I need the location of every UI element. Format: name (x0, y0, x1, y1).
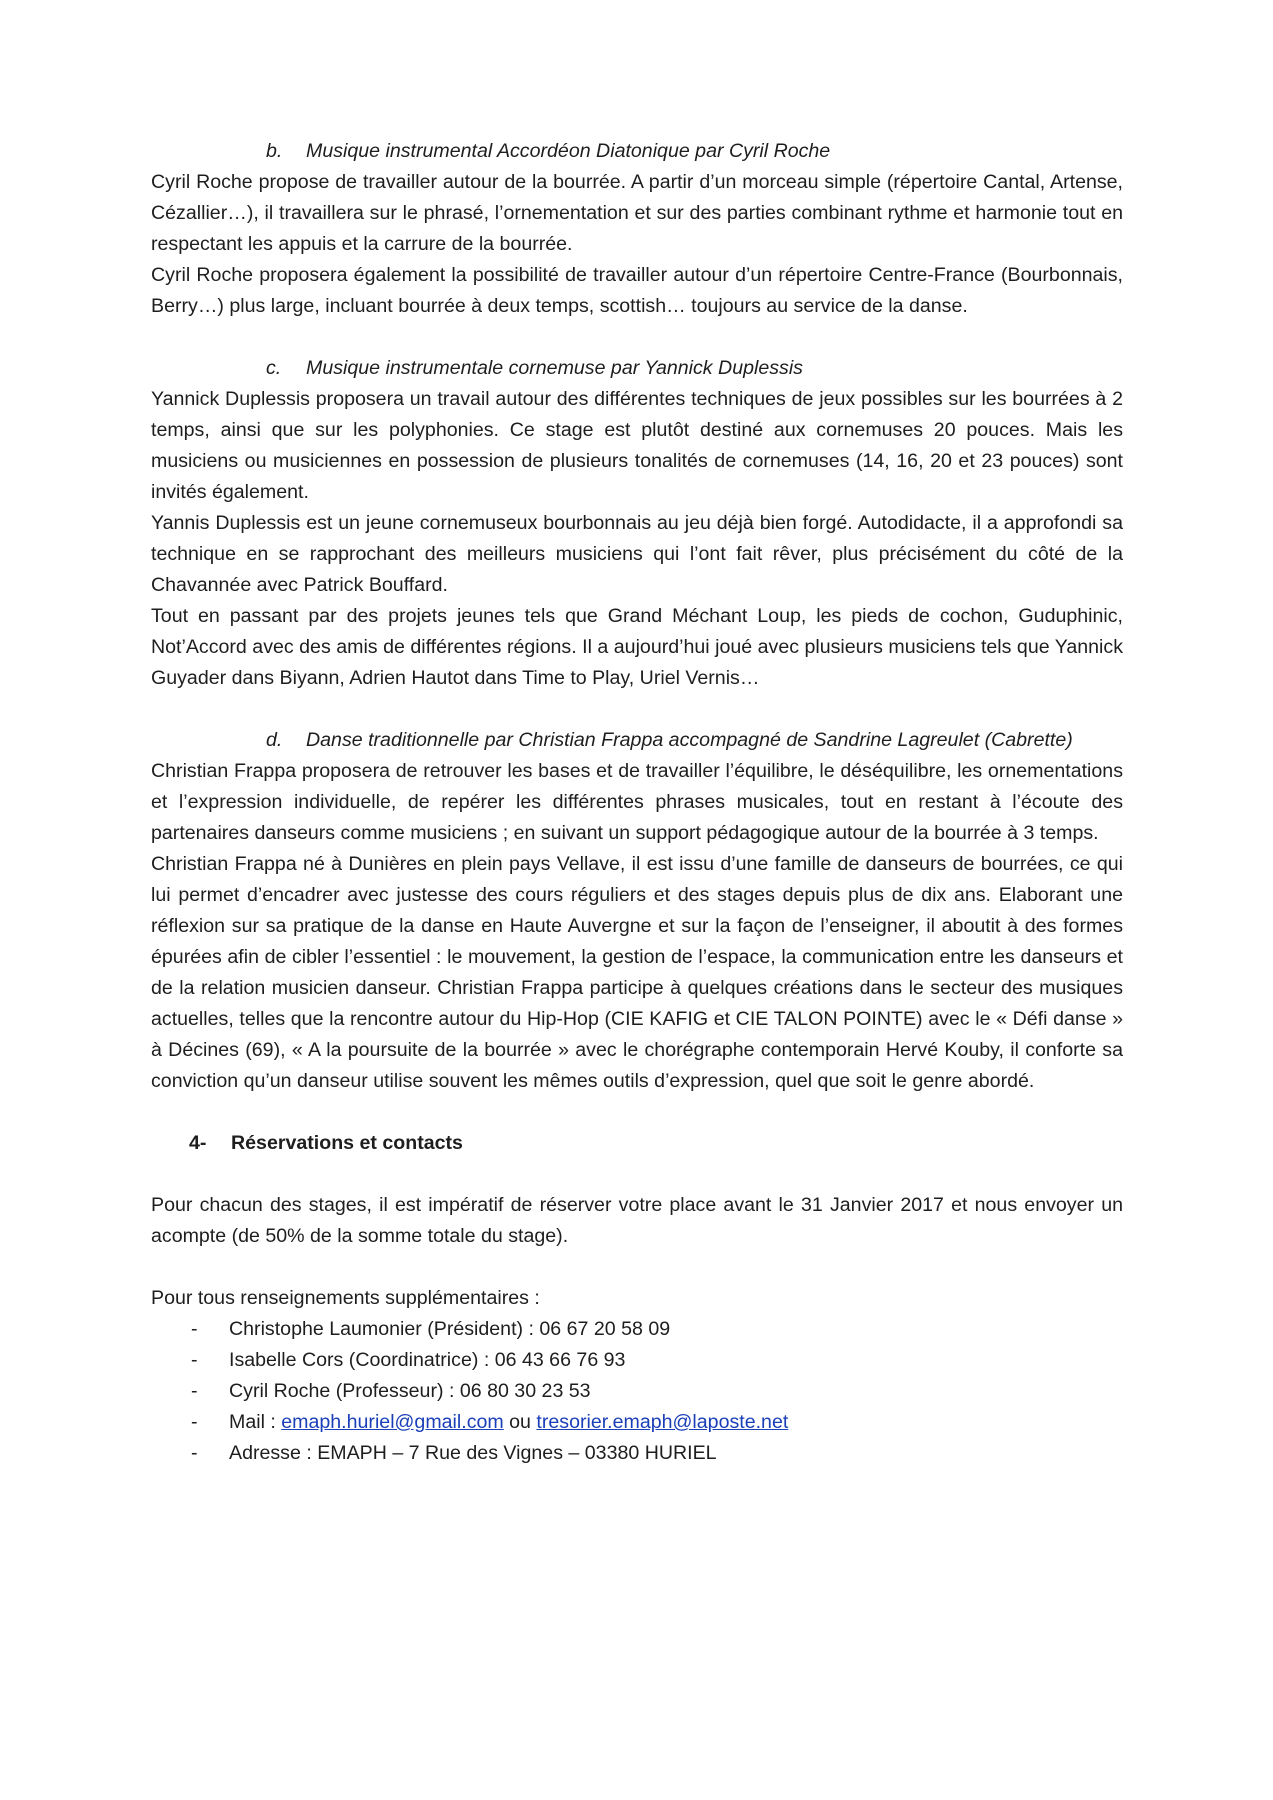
contact-teacher: Cyril Roche (Professeur) : 06 80 30 23 53 (229, 1380, 591, 1402)
info-label: Pour tous renseignements supplémentaires : (151, 1287, 540, 1309)
section-4-number: 4- (189, 1132, 207, 1154)
reservation-paragraph: Pour chacun des stages, il est impératif de réserver votre place avant le 31 Janvier 2017 et nous envoyer un acompte (de 50% de la somme totale du stage). (151, 1194, 1123, 1247)
section-c-letter: c. (266, 357, 282, 379)
spacer (151, 1252, 1123, 1283)
section-d-letter: d. (266, 729, 283, 751)
section-d-title: Danse traditionnelle par Christian Frappa accompagné de Sandrine Lagreulet (Cabrette) (306, 729, 1073, 751)
contact-item-teacher (151, 1376, 1123, 1407)
section-c-paragraph-1: Yannick Duplessis proposera un travail autour des différentes techniques de jeux possibles sur les bourrées à 2 temps, ainsi que sur les polyphonies. Ce stage est plutôt destiné aux cornemuses 20 pouces. Mais les musiciens ou musiciennes en possession de plusieurs tonalités de cornemuses (14, 16, 20 et 23 pouces) sont invités également. (151, 388, 1123, 503)
list-dash: - (191, 1411, 198, 1433)
section-b-heading (151, 136, 1123, 167)
contact-item-address (151, 1438, 1123, 1469)
spacer (151, 1159, 1123, 1190)
page-content (151, 136, 1123, 1469)
section-b-paragraph-1: Cyril Roche propose de travailler autour de la bourrée. A partir d’un morceau simple (répertoire Cantal, Artense, Cézallier…), il travaillera sur le phrasé, l’ornementation et sur des parties combinant rythme et harmonie tout en respectant les appuis et la carrure de la bourrée. (151, 171, 1123, 255)
list-dash: - (191, 1380, 198, 1402)
list-dash: - (191, 1349, 198, 1371)
contact-president: Christophe Laumonier (Président) : 06 67 20 58 09 (229, 1318, 671, 1340)
contact-coordinator: Isabelle Cors (Coordinatrice) : 06 43 66 76 93 (229, 1349, 626, 1371)
mail-label: Mail : (229, 1411, 282, 1433)
section-d-heading (151, 725, 1123, 756)
contact-item-mail (151, 1407, 1123, 1438)
section-d-paragraph-1: Christian Frappa proposera de retrouver les bases et de travailler l’équilibre, le déséquilibre, les ornementations et l’expression individuelle, de repérer les différentes phrases musicales, tout en restant à l’écoute des partenaires danseurs comme musiciens ; en suivant un support pédagogique autour de la bourrée à 3 temps. (151, 760, 1123, 844)
section-b-title: Musique instrumental Accordéon Diatonique par Cyril Roche (306, 140, 831, 162)
mail-link-huriel[interactable]: emaph.huriel@gmail.com (281, 1411, 504, 1433)
section-c-paragraph-2: Yannis Duplessis est un jeune cornemuseux bourbonnais au jeu déjà bien forgé. Autodidacte, il a approfondi sa technique en se rapprochant des meilleurs musiciens qui l’ont fait rêver, plus précisément du côté de la Chavannée avec Patrick Bouffard. (151, 512, 1123, 596)
contact-address: Adresse : EMAPH – 7 Rue des Vignes – 03380 HURIEL (229, 1442, 717, 1464)
list-dash: - (191, 1442, 198, 1464)
section-b-paragraph-2: Cyril Roche proposera également la possibilité de travailler autour d’un répertoire Centre-France (Bourbonnais, Berry…) plus large, incluant bourrée à deux temps, scottish… toujours au service de la danse. (151, 264, 1123, 317)
mail-or: ou (503, 1411, 537, 1433)
section-c-title: Musique instrumentale cornemuse par Yannick Duplessis (306, 357, 803, 379)
spacer (151, 694, 1123, 725)
contact-list (151, 1314, 1123, 1469)
mail-line (229, 1407, 788, 1438)
section-4-heading (151, 1128, 1123, 1159)
section-c-heading (151, 353, 1123, 384)
contact-item-president (151, 1314, 1123, 1345)
section-b-letter: b. (266, 140, 283, 162)
mail-link-tresorier[interactable]: tresorier.emaph@laposte.net (536, 1411, 789, 1433)
spacer (151, 322, 1123, 353)
contact-item-coordinator (151, 1345, 1123, 1376)
spacer (151, 1097, 1123, 1128)
section-4-title: Réservations et contacts (231, 1132, 463, 1154)
list-dash: - (191, 1318, 198, 1340)
section-c-paragraph-3: Tout en passant par des projets jeunes tels que Grand Méchant Loup, les pieds de cochon, Guduphinic, Not’Accord avec des amis de différentes régions. Il a aujourd’hui joué avec plusieurs musiciens tels que Yannick Guyader dans Biyann, Adrien Hautot dans Time to Play, Uriel Vernis… (151, 605, 1123, 689)
section-d-paragraph-2: Christian Frappa né à Dunières en plein pays Vellave, il est issu d’une famille de danseurs de bourrées, ce qui lui permet d’encadrer avec justesse des cours réguliers et des stages depuis plus de dix ans. Elaborant une réflexion sur sa pratique de la danse en Haute Auvergne et sur la façon de l’enseigner, il aboutit à des formes épurées afin de cibler l’essentiel : le mouvement, la gestion de l’espace, la communication entre les danseurs et de la relation musicien danseur. Christian Frappa participe à quelques créations dans le secteur des musiques actuelles, telles que la rencontre autour du Hip-Hop (CIE KAFIG et CIE TALON POINTE) avec le « Défi danse » à Décines (69), « A la poursuite de la bourrée » avec le chorégraphe contemporain Hervé Kouby, il conforte sa conviction qu’un danseur utilise souvent les mêmes outils d’expression, quel que soit le genre abordé. (151, 853, 1123, 1092)
